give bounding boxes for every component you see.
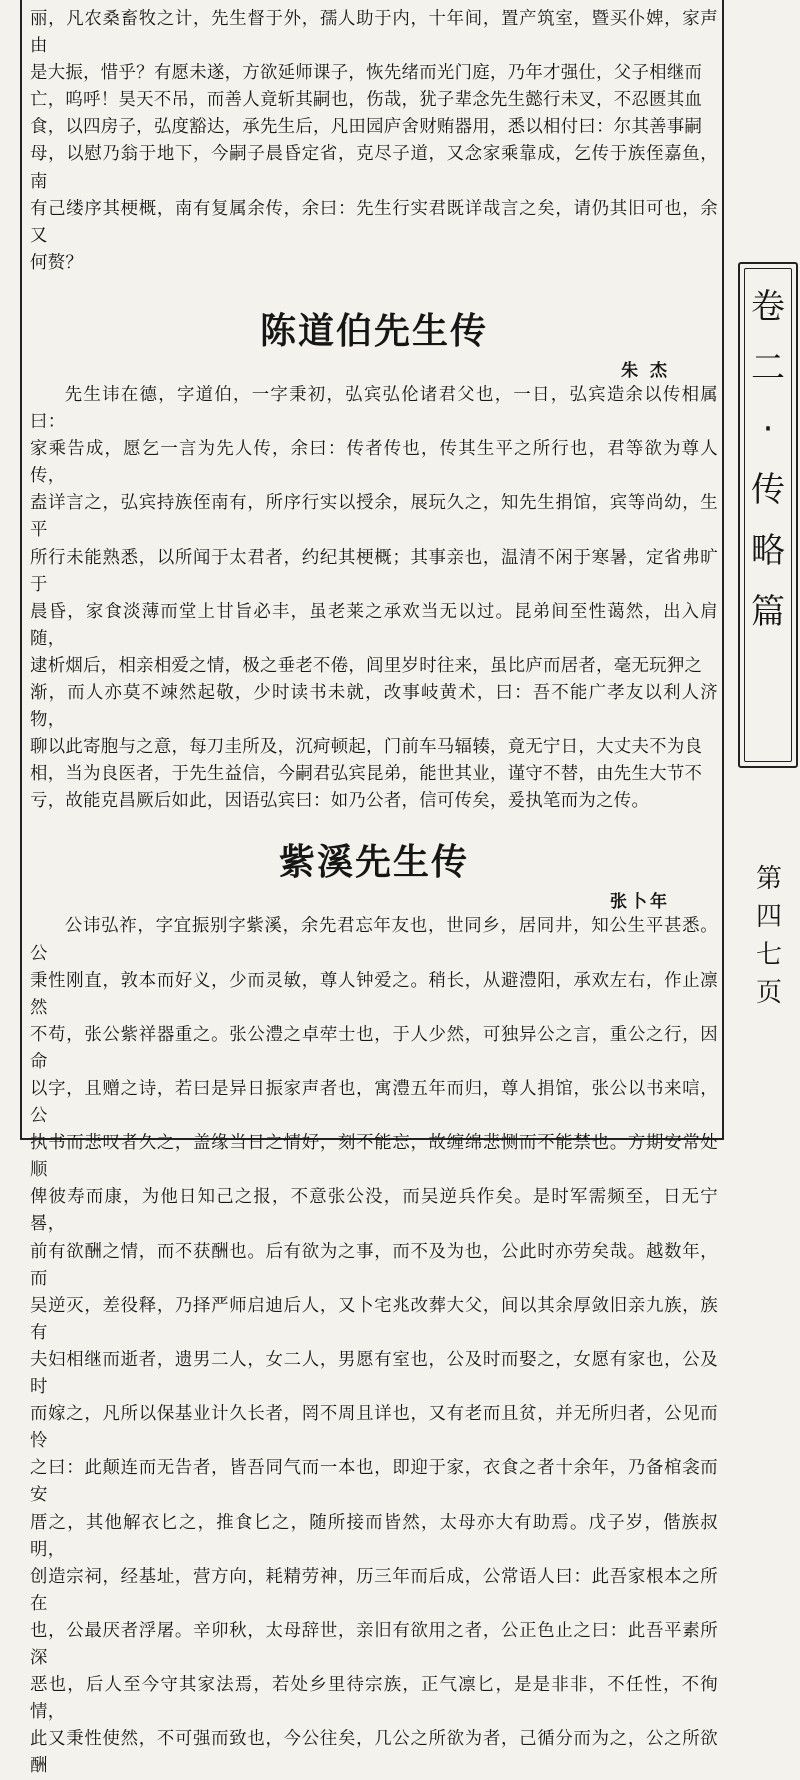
- volume-label: [740, 287, 796, 656]
- volume-char: 传: [751, 470, 785, 510]
- page-number-char: 四: [755, 902, 782, 932]
- page-content: [30, 6, 718, 1777]
- page-number-char: 第: [755, 864, 782, 894]
- section-body-zixi: 公讳弘祚，字宜振别字紫溪，余先君忘年友也，世同乡，居同井，知公生平甚悉。公 秉性刚直，敦本而好义，少而灵敏，尊人钟爱之。稍长，从避澧阳，承欢左右，作止凛然 不苟，张公紫祥器重之。张公澧之卓荦士也，于人少然，可独异公之言，重公之行，因命 以字，且赠之诗，若曰是异日振家声者也，寓澧五年而归，尊人捐馆，张公以书来唁，公 执书而悲叹者久之，盖缘当日之情好，刻不能忘，故缠绵悲恻而不能禁也。方期安常处顺 俾彼寿而康，为他日知己之报，不意张公没，而吴逆兵作矣。是时军需频至，日无宁晷， 前有欲酬之情，而不获酬也。后有欲为之事，而不及为也，公此时亦劳矣哉。越数年，而 吴逆灭，差役释，乃择严师启迪后人，又卜宅兆改葬大父，间以其余厚敛旧亲九族，族有 夫妇相继而逝者，遗男二人，女二人，男愿有室也，公及时而娶之，女愿有家也，公及时 而嫁之，凡所以保基业计久长者，罔不周且详也，又有老而且贫，并无所归者，公见而怜 之曰：此颠连而无告者，皆吾同气而一本也，即迎于家，衣食之者十余年，乃备棺衾而安 厝之，其他解衣匕之，推食匕之，随所接而皆然，太母亦大有助焉。戊子岁，偕族叔明， 创造宗祠，经基址，营方向，耗精劳神，历三年而后成，公常语人曰：此吾家根本之所在 也，公最厌者浮屠。辛卯秋，太母辞世，亲旧有欲用之者，公正色止之曰：此吾平素所深 恶也，后人至今守其家法焉，若处乡里待宗族，正气凛匕，是是非非，不任性，不徇情， 此又秉性使然，不可强而致也，今公往矣，几公之所欲为者，己循分而为之，公之所欲酬: [30, 916, 718, 1777]
- volume-side-tab: [738, 262, 798, 768]
- volume-char: ·: [762, 409, 774, 449]
- volume-char: 二: [751, 348, 785, 388]
- page-number-char: 七: [755, 940, 782, 970]
- section-author-zixi: 张卜年: [610, 892, 670, 913]
- section-title-zixi: 紫溪先生传: [278, 842, 469, 884]
- section-body-chen: 先生讳在德，字道伯，一字秉初，弘宾弘伦诸君父也，一日，弘宾造余以传相属曰： 家乘告成，愿乞一言为先人传，余曰：传者传也，传其生平之所行也，君等欲为尊人传， 盍详言之，弘宾持族侄南有，所序行实以授余，展玩久之，知先生捐馆，宾等尚幼，生平 所行未能熟悉，以所闻于太君者，约纪其梗概；其事亲也，温清不闲于寒暑，定省弗旷于 晨昏，家食淡薄而堂上甘旨必丰，虽老莱之承欢当无以过。昆弟间至性蔼然，出入肩随， 逮析烟后，相亲相爱之情，极之垂老不倦，闾里岁时往来，虽比庐而居者，毫无玩狎之 渐，而人亦莫不竦然起敬，少时读书未就，改事岐黄术，曰：吾不能广孝友以利人济物， 聊以此寄胞与之意，每刀圭所及，沉疴顿起，门前车马辐辏，竟无宁日，大丈夫不为良 相，当为良医者，于先生益信，今嗣君弘宾昆弟，能世其业，谨守不替，由先生大节不 亏，故能克昌厥后如此，因语弘宾曰：如乃公者，信可传矣，爰执笔而为之传。: [30, 384, 718, 812]
- volume-char: 篇: [751, 592, 785, 632]
- page-number-char: 页: [755, 978, 782, 1008]
- top-paragraph: 丽，凡农桑畜牧之计，先生督于外，孺人助于内，十年间，置产筑室，暨买仆婢，家声由 是大振，惜乎？有愿未遂，方欲延师课子，恢先绪而光门庭，乃年才强仕，父子相继而 亡，呜呼！昊天不吊，而善人竟斩其嗣也，伤哉，犹子辈念先生懿行未叉，不忍匮其血 食，以四房子，弘度豁达，承先生后，凡田园庐舍财贿器用，悉以相付曰：尔其善事嗣 母，以慰乃翁于地下，今嗣子晨昏定省，克尽子道，又念家乘靠成，乞传于族侄嘉鱼，南 有己缕序其梗概，南有复属余传，余曰：先生行实君既详哉言之矣，请仍其旧可也，余又 何赘？: [30, 9, 718, 273]
- section-author-chen: 朱 杰: [621, 360, 670, 381]
- volume-char: 略: [751, 531, 785, 571]
- page-number: [744, 866, 794, 1018]
- section-title-chen: 陈道伯先生传: [259, 310, 488, 352]
- volume-char: 卷: [751, 287, 785, 327]
